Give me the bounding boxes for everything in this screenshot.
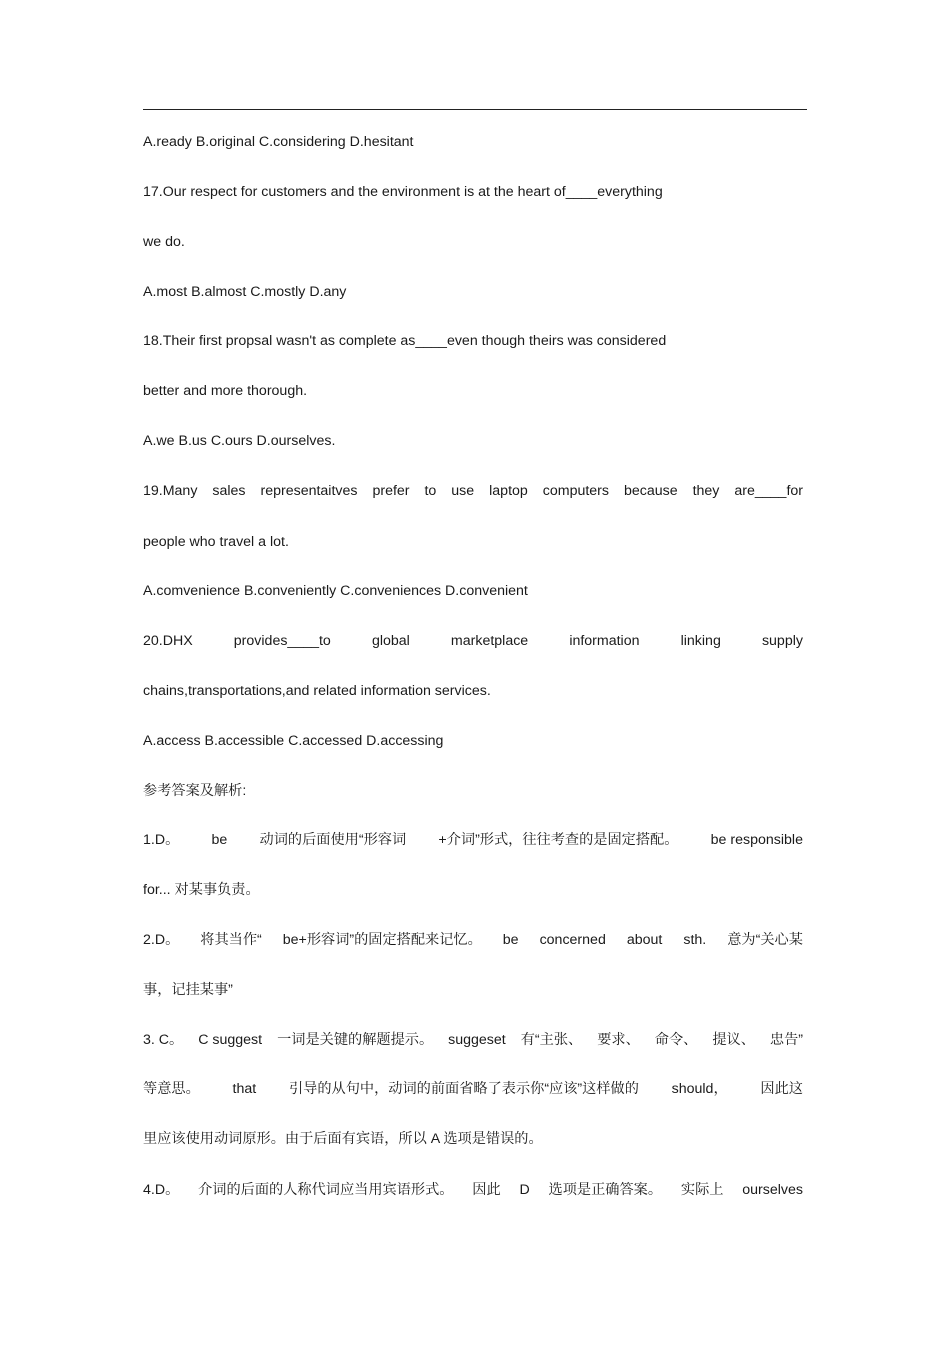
text-segment: information xyxy=(569,633,640,649)
text-segment: to xyxy=(424,483,437,499)
text-segment: be xyxy=(211,832,228,848)
text-segment: 提议、 xyxy=(712,1032,755,1048)
text-segment: use xyxy=(451,483,475,499)
text-line: 参考答案及解析: xyxy=(143,783,247,799)
text-line: 里应该使用动词原形。由于后面有宾语，所以 A 选项是错误的。 xyxy=(143,1131,543,1147)
text-segment: 意为“关心某 xyxy=(727,932,803,948)
text-segment: 忠告” xyxy=(769,1032,803,1048)
text-segment: 将其当作“ xyxy=(200,932,262,948)
text-segment: 实际上 xyxy=(680,1182,724,1198)
text-segment: representaitves xyxy=(260,483,358,499)
text-line xyxy=(143,1080,803,1098)
text-segment: 命令、 xyxy=(654,1032,698,1048)
text-segment: C suggest xyxy=(198,1032,263,1048)
text-segment: ourselves xyxy=(742,1182,803,1198)
text-segment: should， xyxy=(671,1081,728,1097)
text-segment: 要求、 xyxy=(597,1032,640,1048)
text-line: A.access B.accessible C.accessed D.accessing xyxy=(143,733,444,749)
text-segment: computers xyxy=(542,483,609,499)
text-line: 17.Our respect for customers and the environment is at the heart of____everything xyxy=(143,184,663,200)
text-segment: supply xyxy=(761,633,803,649)
text-line: A.comvenience B.conveniently C.conveniences D.convenient xyxy=(143,583,528,599)
text-segment: global xyxy=(371,633,410,649)
text-segment: laptop xyxy=(489,483,528,499)
text-segment: linking xyxy=(680,633,721,649)
text-segment: they xyxy=(692,483,720,499)
text-segment: 因此这 xyxy=(760,1081,803,1097)
text-segment: sth. xyxy=(683,932,707,948)
text-line xyxy=(143,931,803,949)
text-segment: prefer xyxy=(372,483,410,499)
text-segment: that xyxy=(232,1081,257,1097)
text-segment: 4.D。 xyxy=(143,1182,180,1198)
text-segment: be responsible xyxy=(710,832,803,848)
text-line: for... 对某事负责。 xyxy=(143,882,260,898)
text-line xyxy=(143,1181,803,1199)
text-line: better and more thorough. xyxy=(143,383,308,399)
text-segment: 1.D。 xyxy=(143,832,180,848)
text-line xyxy=(143,632,803,650)
text-segment: 引导的从句中，动词的前面省略了表示你“应该”这样做的 xyxy=(288,1081,639,1097)
text-segment: 介词的后面的人称代词应当用宾语形式。 xyxy=(198,1182,454,1198)
text-segment: D xyxy=(519,1182,530,1198)
text-segment: suggeset xyxy=(448,1032,506,1048)
text-line: 事，记挂某事” xyxy=(143,982,233,998)
text-segment: be xyxy=(502,932,519,948)
text-segment: 动词的后面使用“形容词 xyxy=(259,832,407,848)
text-segment: 3. C。 xyxy=(143,1032,184,1048)
text-segment: 等意思。 xyxy=(143,1081,200,1097)
text-segment: 因此 xyxy=(472,1182,501,1198)
text-segment: sales xyxy=(212,483,246,499)
text-segment: about xyxy=(626,932,663,948)
text-line: we do. xyxy=(143,234,185,250)
text-line: chains,transportations,and related information services. xyxy=(143,683,491,699)
text-line: A.ready B.original C.considering D.hesitant xyxy=(143,134,414,150)
text-segment: 19.Many xyxy=(143,483,198,499)
text-segment: 选项是正确答案。 xyxy=(548,1182,663,1198)
text-segment: because xyxy=(623,483,678,499)
text-segment: are____for xyxy=(734,483,803,499)
text-line xyxy=(143,1031,803,1049)
text-segment: 有“主张、 xyxy=(520,1032,583,1048)
text-segment: provides____to xyxy=(233,633,331,649)
header-rule xyxy=(143,109,807,110)
text-line: A.most B.almost C.mostly D.any xyxy=(143,284,347,300)
text-segment: 20.DHX xyxy=(143,633,193,649)
text-line xyxy=(143,482,803,500)
text-segment: +介词”形式，往往考查的是固定搭配。 xyxy=(438,832,679,848)
text-line: 18.Their first propsal wasn't as complete as____even though theirs was considered xyxy=(143,333,667,349)
text-segment: be+形容词”的固定搭配来记忆。 xyxy=(282,932,482,948)
text-segment: concerned xyxy=(539,932,606,948)
text-segment: 2.D。 xyxy=(143,932,180,948)
text-line: A.we B.us C.ours D.ourselves. xyxy=(143,433,336,449)
text-line: people who travel a lot. xyxy=(143,534,289,550)
text-line xyxy=(143,831,803,849)
text-segment: marketplace xyxy=(450,633,529,649)
text-segment: 一词是关键的解题提示。 xyxy=(277,1032,434,1048)
